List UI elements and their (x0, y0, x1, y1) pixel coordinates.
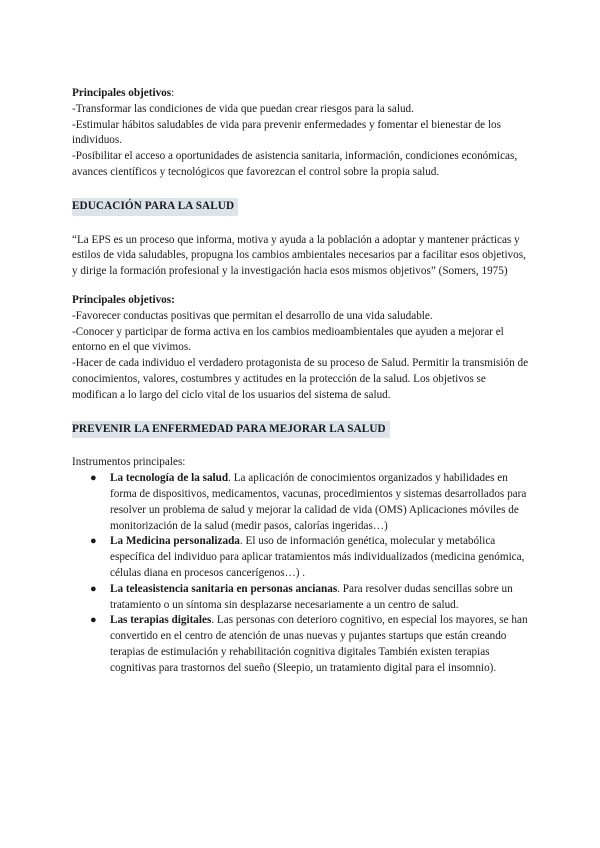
instruments-intro: Instrumentos principales: (72, 456, 186, 469)
section-title-prevenir (72, 421, 532, 439)
objective-line: -Favorecer conductas positivas que permitan el desarrollo de una vida saludable. (72, 309, 433, 322)
list-item-text: . La aplicación de conocimientos organizados y habilidades en forma de dispositivos, medicamentos, vacunas, procedimientos y sistemas desarrollados para resolver un problema de salud y mejorar la calidad de vida (OMS) Aplicaciones móviles de monitorización de la salud (medir pasos, calorías ingeridas…) (110, 472, 527, 532)
bullet-icon: ● (90, 582, 97, 595)
objective-line: -Conocer y participar de forma activa en los cambios medioambientales que ayuden a mejorar el entorno en el que vivimos. (72, 325, 504, 354)
section-title-prevenir-label: PREVENIR LA ENFERMEDAD PARA MEJORAR LA SALUD (72, 421, 390, 439)
list-item-term: La teleasistencia sanitaria en personas ancianas (110, 582, 338, 595)
list-item-text: . Las personas con deterioro cognitivo, en especial los mayores, se han convertido en el centro de atención de unas nuevas y pujantes startups que están creando terapias de estimulación y rehabilitación cognitiva digitales También existen terapias cognitivas para trastornos del sueño (Sleepio, un tratamiento digital para el insomnio). (110, 614, 528, 674)
list-item-term: Las terapias digitales (110, 614, 212, 627)
bullet-icon: ● (90, 614, 97, 627)
bullet-icon: ● (90, 472, 97, 485)
list-item-term: La tecnología de la salud (110, 472, 229, 485)
document-page (72, 86, 532, 677)
objectives-heading-2: Principales objetivos: (72, 293, 175, 306)
list-item (90, 582, 532, 614)
objective-line: -Transformar las condiciones de vida que puedan crear riesgos para la salud. (72, 102, 414, 115)
eps-quote: “La EPS es un proceso que informa, motiva y ayuda a la población a adoptar y mantener prácticas y estilos de vida saludables, propugna los cambios ambientales necesarios par a facilitar esos objetivos, y dirige la formación profesional y la investigación hacia esos mismos objetivos” (Somers, 1975) (72, 233, 526, 278)
list-item (90, 534, 532, 581)
list-item-text: . El uso de información genética, molecular y metabólica específica del individuo para aplicar tratamientos más individualizados (medicina genómica, células diana en procesos cancerígenos…) . (110, 535, 525, 579)
objectives-heading-1 (72, 86, 532, 102)
list-item (90, 613, 532, 676)
objectives-heading-label: Principales objetivos (72, 87, 172, 99)
section-title-eps (72, 198, 532, 216)
section-title-eps-label: EDUCACIÓN PARA LA SALUD (72, 198, 238, 216)
instruments-list (72, 471, 532, 676)
objective-line: -Hacer de cada individuo el verdadero protagonista de su proceso de Salud. Permitir la transmisión de conocimientos, valores, costumbres y actitudes en la protección de la salud. Los objetivos se modifican a lo largo del ciclo vital de los usuarios del sistema de salud. (72, 357, 529, 401)
list-item (90, 471, 532, 534)
objectives-heading-suffix: : (171, 87, 175, 99)
objective-line: -Estimular hábitos saludables de vida para prevenir enfermedades y fomentar el bienestar de los individuos. (72, 118, 502, 147)
objective-line: -Posibilitar el acceso a oportunidades de asistencia sanitaria, información, condiciones económicas, avances científicos y tecnológicos que favorezcan el control sobre la propia salud. (72, 150, 518, 178)
list-item-text: . Para resolver dudas sencillas sobre un tratamiento o un síntoma sin desplazarse necesariamente a un centro de salud. (110, 582, 513, 611)
bullet-icon: ● (90, 535, 97, 548)
list-item-term: La Medicina personalizada (110, 535, 240, 548)
